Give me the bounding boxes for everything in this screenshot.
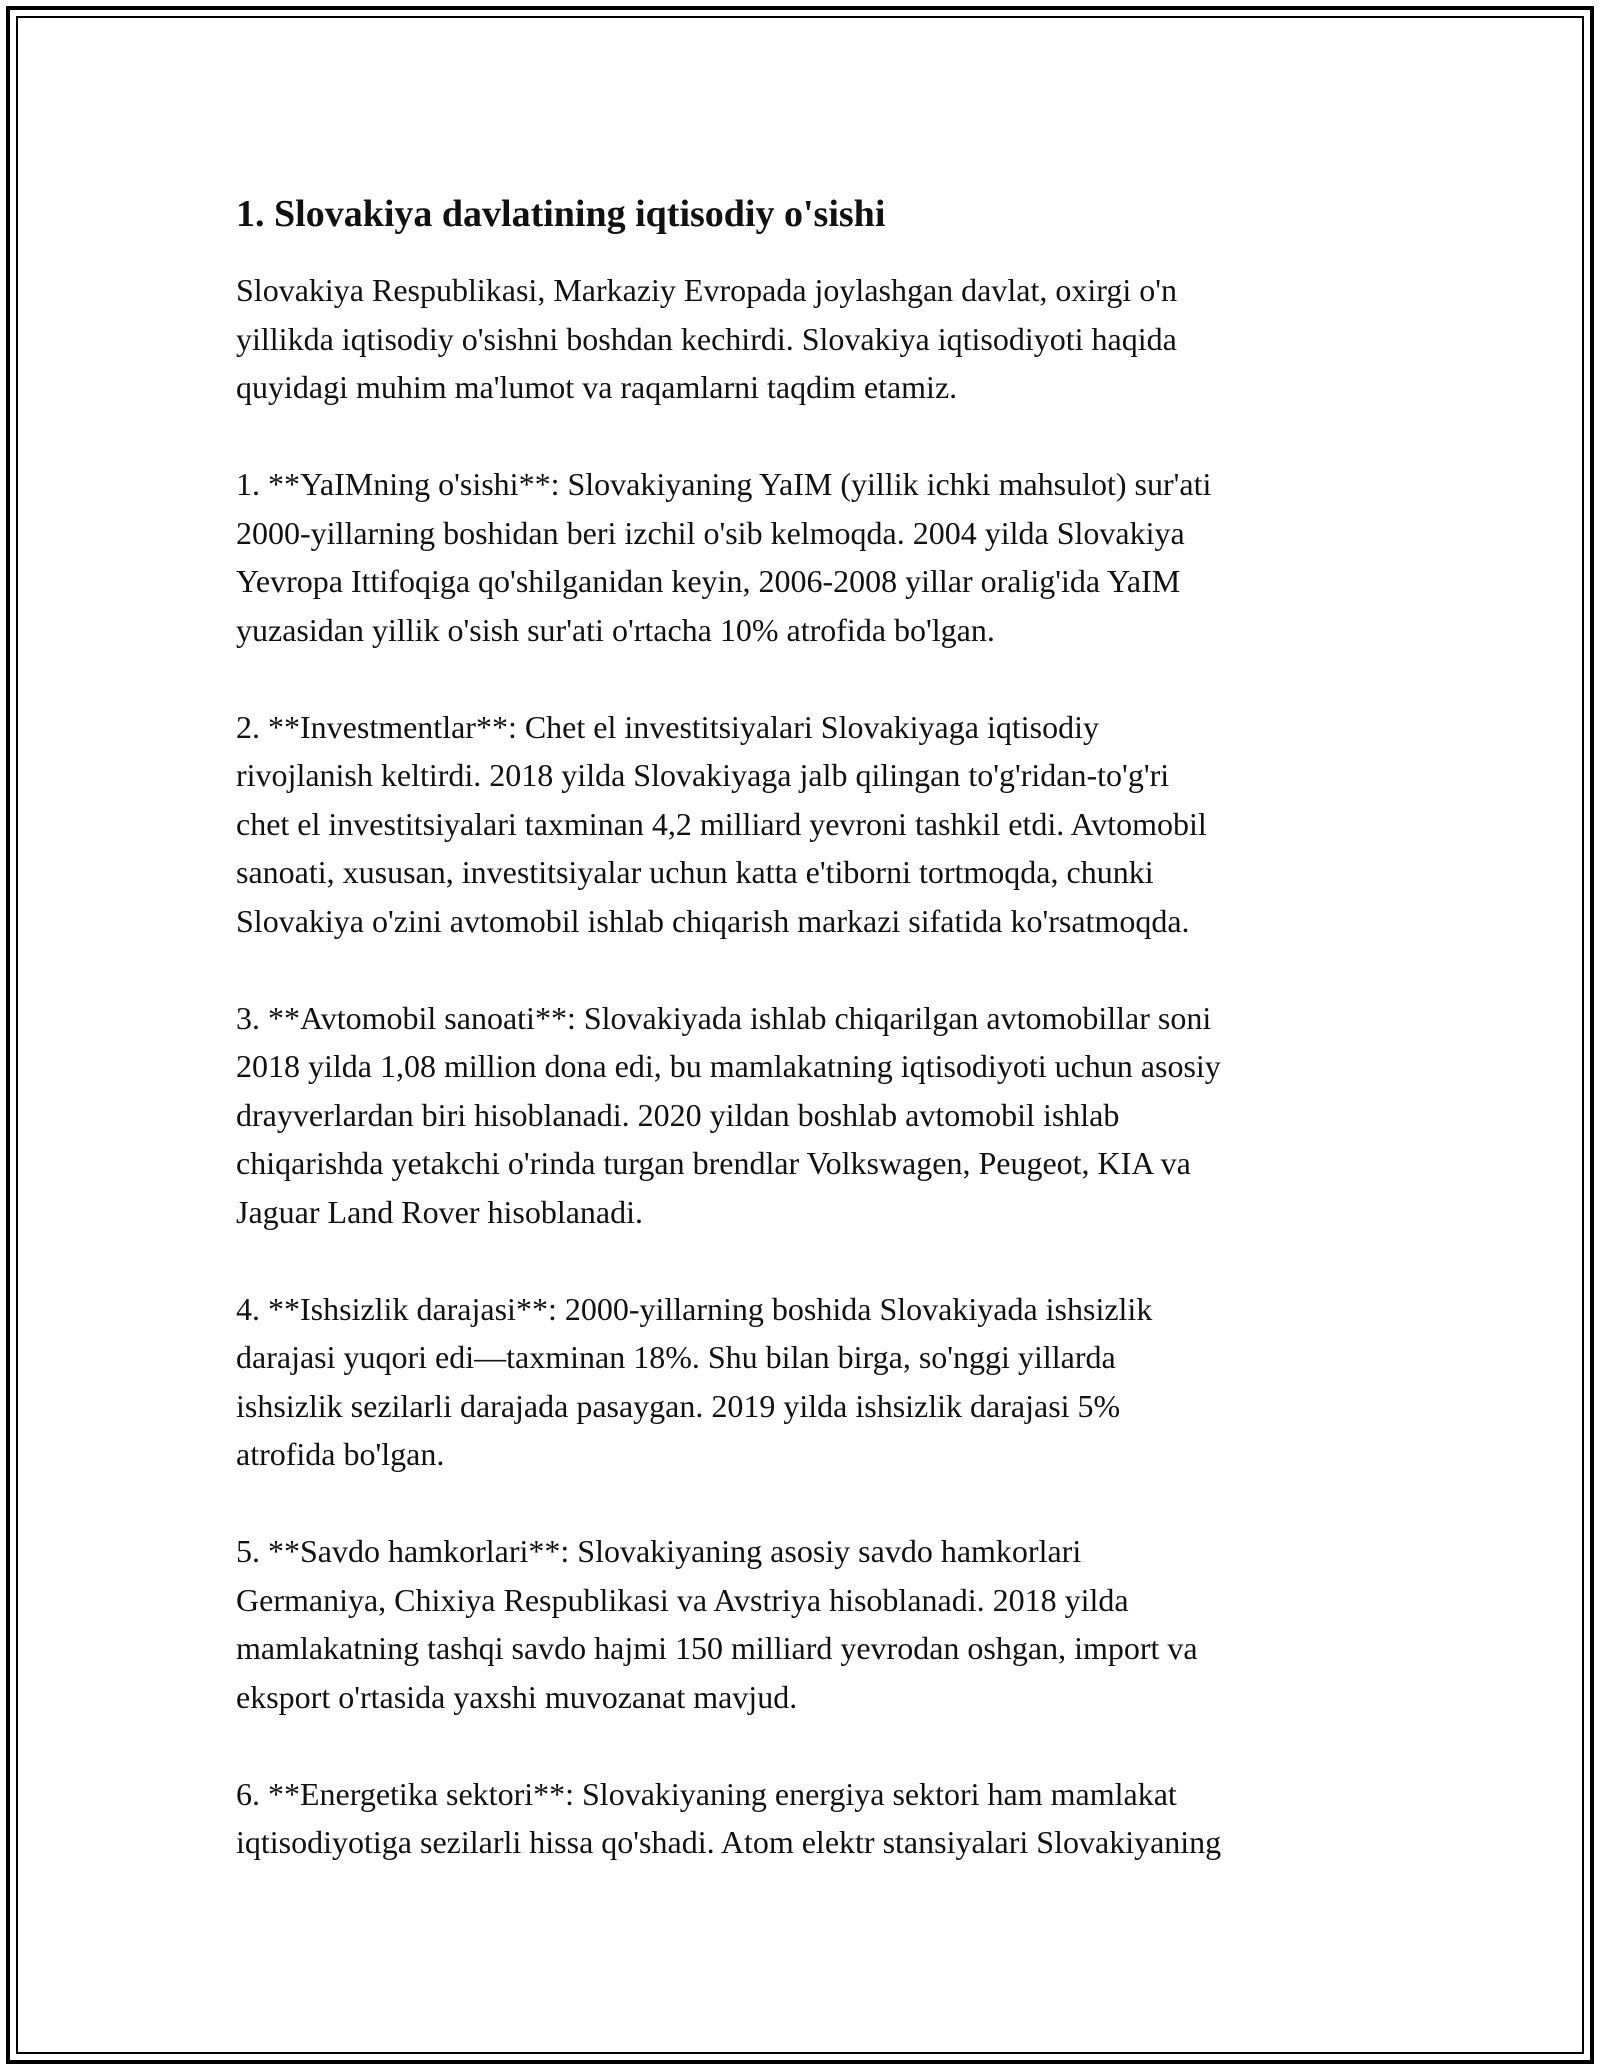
paragraph-energy-sector: 6. **Energetika sektori**: Slovakiyaning energiya sektori ham mamlakat iqtisodiyotiga sezilarli hissa qo'shadi. Atom elektr stansiyalari Slovakiyaning <box>236 1775 1222 1860</box>
intro-paragraph: Slovakiya Respublikasi, Markaziy Evropada joylashgan davlat, oxirgi o'n yillikda iqtisodiy o'sishni boshdan kechirdi. Slovakiya iqtisodiyoti haqida quyidagi muhim ma'lumot va raqamlarni taqdim etamiz. <box>236 272 1177 405</box>
paragraph-investments: 2. **Investmentlar**: Chet el investitsiyalari Slovakiyaga iqtisodiy rivojlanish keltirdi. 2018 yilda Slovakiyaga jalb qilingan to'g'ridan-to'g'ri chet el investitsiyalari taxminan 4,2 milliard yevroni tashkil etdi. Avtomobil sanoati, xususan, investitsiyalar uchun katta e'tiborni tortmoqda, chunki Slovakiya o'zini avtomobil ishlab chiqarish markazi sifatida ko'rsatmoqda. <box>236 708 1207 939</box>
paragraph-unemployment: 4. **Ishsizlik darajasi**: 2000-yillarning boshida Slovakiyada ishsizlik darajasi yuqori edi—taxminan 18%. Shu bilan birga, so'nggi yillarda ishsizlik sezilarli darajada pasaygan. 2019 yilda ishsizlik darajasi 5% atrofida bo'lgan. <box>236 1290 1153 1472</box>
paragraph-trade-partners: 5. **Savdo hamkorlari**: Slovakiyaning asosiy savdo hamkorlari Germaniya, Chixiya Respublikasi va Avstriya hisoblanadi. 2018 yilda mamlakatning tashqi savdo hajmi 150 milliard yevrodan oshgan, import va eksport o'rtasida yaxshi muvozanat mavjud. <box>236 1533 1198 1715</box>
document-title: 1. Slovakiya davlatining iqtisodiy o'sishi <box>236 193 886 235</box>
document-body <box>236 188 1396 1915</box>
paragraph-gdp-growth: 1. **YaIMning o'sishi**: Slovakiyaning YaIM (yillik ichki mahsulot) sur'ati 2000-yillarning boshidan beri izchil o'sib kelmoqda. 2004 yilda Slovakiya Yevropa Ittifoqiga qo'shilganidan keyin, 2006-2008 yillar oralig'ida YaIM yuzasidan yillik o'sish sur'ati o'rtacha 10% atrofida bo'lgan. <box>236 466 1212 648</box>
paragraph-automotive-industry: 3. **Avtomobil sanoati**: Slovakiyada ishlab chiqarilgan avtomobillar soni 2018 yilda 1,08 million dona edi, bu mamlakatning iqtisodiyoti uchun asosiy drayverlardan biri hisoblanadi. 2020 yildan boshlab avtomobil ishlab chiqarishda yetakchi o'rinda turgan brendlar Volkswagen, Peugeot, KIA va Jaguar Land Rover hisoblanadi. <box>236 999 1221 1230</box>
